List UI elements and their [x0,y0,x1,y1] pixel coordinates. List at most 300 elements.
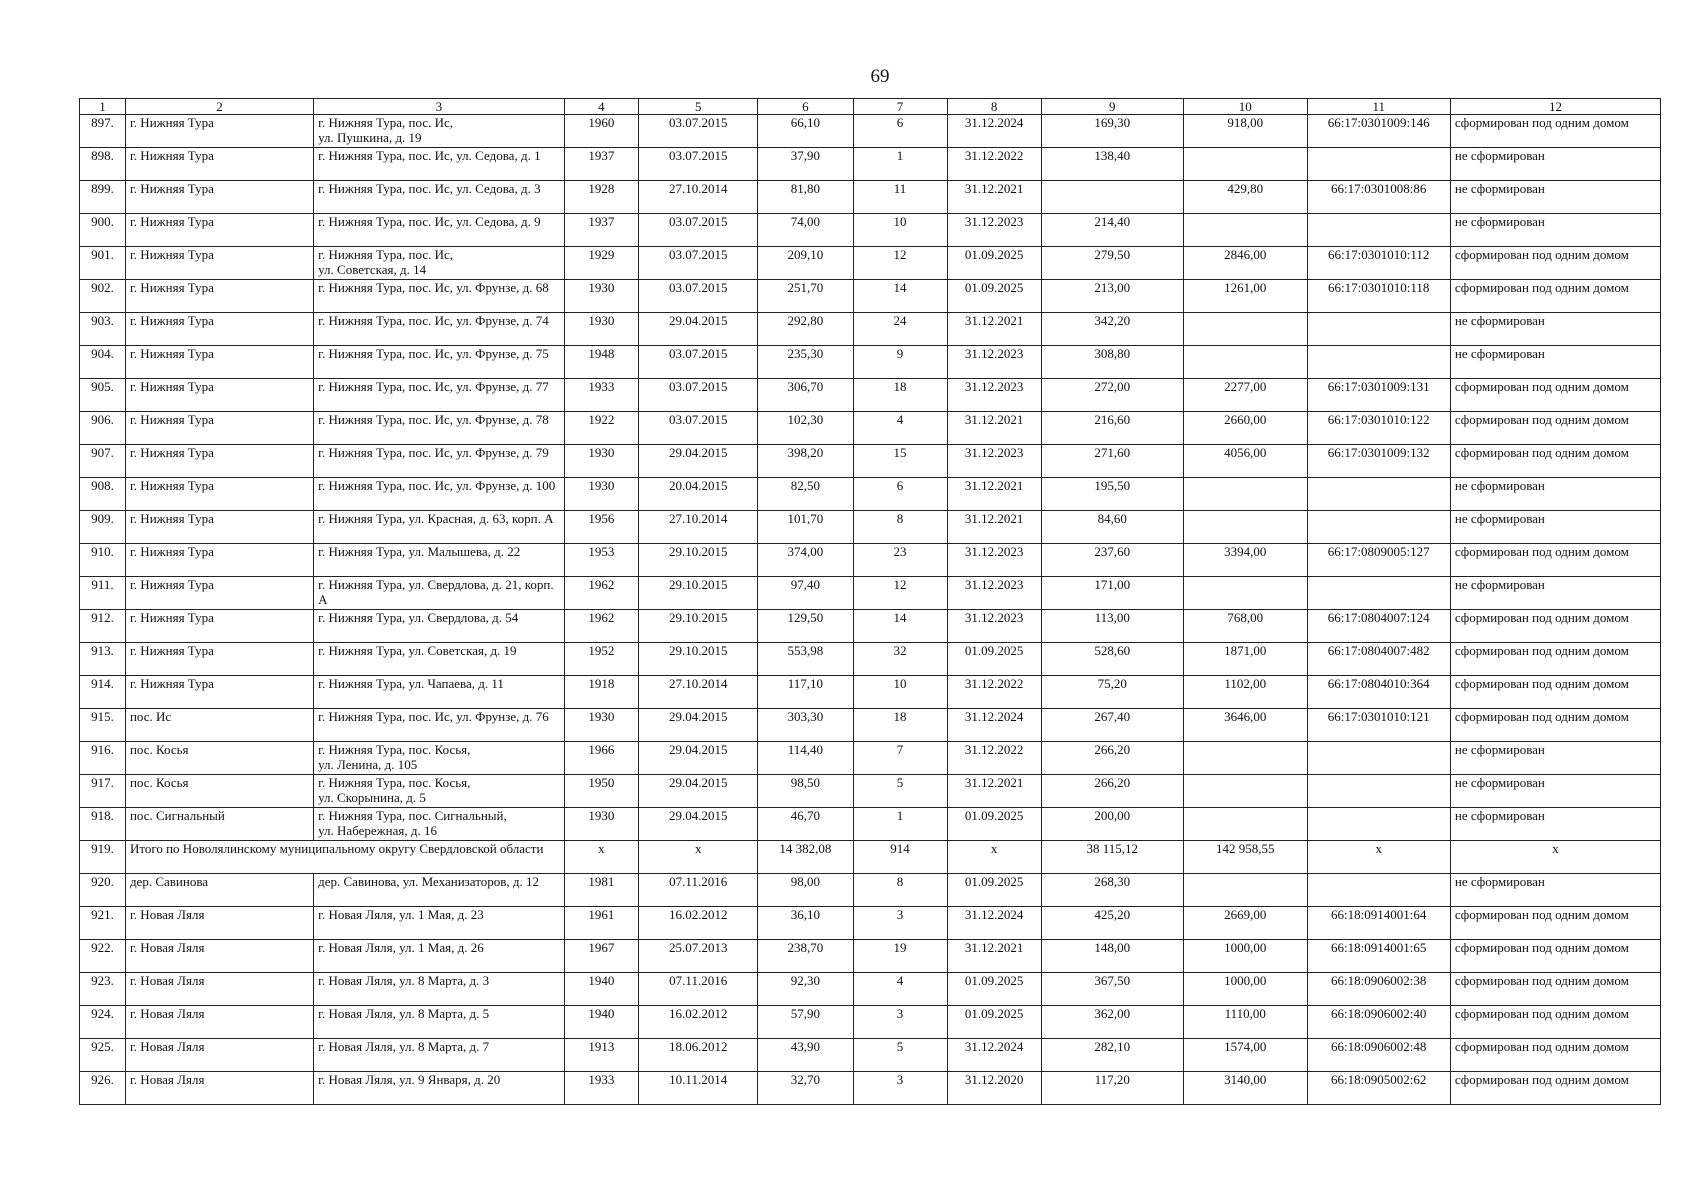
column-10-cell: 1871,00 [1183,643,1307,676]
column-10-cell [1183,313,1307,346]
column-10-cell: 4056,00 [1183,445,1307,478]
column-10-cell: 1261,00 [1183,280,1307,313]
column-10-cell: 3140,00 [1183,1072,1307,1105]
area-cell: 251,70 [758,280,853,313]
cadastral-number-cell [1307,214,1450,247]
inclusion-date-cell: 03.07.2015 [639,412,758,445]
cadastral-number-cell: 66:18:0906002:48 [1307,1039,1450,1072]
address-cell: г. Нижняя Тура, ул. Чапаева, д. 11 [314,676,565,709]
column-9-cell: 216,60 [1041,412,1183,445]
settlement-cell: г. Новая Ляля [125,940,313,973]
cadastral-number-cell: 66:17:0301010:112 [1307,247,1450,280]
land-status-cell: сформирован под одним домом [1450,1039,1660,1072]
row-number-cell: 926. [80,1072,126,1105]
land-status-cell: не сформирован [1450,874,1660,907]
column-9-cell: 213,00 [1041,280,1183,313]
row-number-cell: 905. [80,379,126,412]
inclusion-date-cell: 10.11.2014 [639,1072,758,1105]
deadline-cell: 01.09.2025 [947,1006,1041,1039]
row-number-cell: 906. [80,412,126,445]
column-10-cell [1183,742,1307,775]
residents-count-cell: 914 [853,841,947,874]
inclusion-date-cell: 25.07.2013 [639,940,758,973]
settlement-cell: г. Новая Ляля [125,973,313,1006]
settlement-cell: г. Нижняя Тура [125,214,313,247]
cadastral-number-cell [1307,511,1450,544]
cadastral-number-cell: 66:18:0906002:38 [1307,973,1450,1006]
row-number-cell: 921. [80,907,126,940]
residents-count-cell: 11 [853,181,947,214]
column-header-5: 5 [639,99,758,115]
settlement-cell: пос. Косья [125,742,313,775]
column-9-cell: 237,60 [1041,544,1183,577]
area-cell: 374,00 [758,544,853,577]
row-number-cell: 902. [80,280,126,313]
table-row [80,379,1661,412]
inclusion-date-cell: 03.07.2015 [639,214,758,247]
row-number-cell: 919. [80,841,126,874]
table-row [80,973,1661,1006]
address-cell: г. Нижняя Тура, пос. Ис, ул. Фрунзе, д. 100 [314,478,565,511]
inclusion-date-cell: 07.11.2016 [639,973,758,1006]
inclusion-date-cell: 03.07.2015 [639,346,758,379]
residents-count-cell: 24 [853,313,947,346]
address-cell: г. Новая Ляля, ул. 1 Мая, д. 26 [314,940,565,973]
residents-count-cell: 14 [853,280,947,313]
land-status-cell: х [1450,841,1660,874]
inclusion-date-cell: 03.07.2015 [639,247,758,280]
settlement-cell: г. Нижняя Тура [125,445,313,478]
residents-count-cell: 23 [853,544,947,577]
area-cell: 82,50 [758,478,853,511]
column-header-2: 2 [125,99,313,115]
column-10-cell: 1102,00 [1183,676,1307,709]
land-status-cell: сформирован под одним домом [1450,709,1660,742]
area-cell: 292,80 [758,313,853,346]
residents-count-cell: 12 [853,247,947,280]
land-status-cell: сформирован под одним домом [1450,445,1660,478]
area-cell: 235,30 [758,346,853,379]
settlement-cell: г. Новая Ляля [125,1072,313,1105]
settlement-cell: г. Нижняя Тура [125,643,313,676]
column-9-cell: 171,00 [1041,577,1183,610]
area-cell: 57,90 [758,1006,853,1039]
column-header-12: 12 [1450,99,1660,115]
table-row [80,1072,1661,1105]
cadastral-number-cell [1307,148,1450,181]
year-built-cell: 1960 [564,115,638,148]
address-cell: дер. Савинова, ул. Механизаторов, д. 12 [314,874,565,907]
cadastral-number-cell [1307,577,1450,610]
column-10-cell [1183,511,1307,544]
area-cell: 81,80 [758,181,853,214]
address-cell: г. Нижняя Тура, ул. Малышева, д. 22 [314,544,565,577]
land-status-cell: не сформирован [1450,478,1660,511]
year-built-cell: 1930 [564,445,638,478]
cadastral-number-cell: 66:17:0301010:122 [1307,412,1450,445]
address-cell: г. Нижняя Тура, пос. Сигнальный, ул. Набережная, д. 16 [314,808,565,841]
residents-count-cell: 4 [853,412,947,445]
cadastral-number-cell: 66:17:0301009:132 [1307,445,1450,478]
table-row [80,148,1661,181]
housing-registry-table [79,98,1661,1105]
area-cell: 209,10 [758,247,853,280]
settlement-cell: г. Нижняя Тура [125,181,313,214]
column-9-cell: 266,20 [1041,775,1183,808]
table-row [80,115,1661,148]
column-9-cell: 425,20 [1041,907,1183,940]
column-header-9: 9 [1041,99,1183,115]
address-cell: г. Нижняя Тура, пос. Ис, ул. Фрунзе, д. 79 [314,445,565,478]
table-row [80,1039,1661,1072]
row-number-cell: 925. [80,1039,126,1072]
settlement-cell: г. Нижняя Тура [125,247,313,280]
column-10-cell: 768,00 [1183,610,1307,643]
settlement-cell: дер. Савинова [125,874,313,907]
deadline-cell: 31.12.2021 [947,478,1041,511]
year-built-cell: 1962 [564,577,638,610]
inclusion-date-cell: 16.02.2012 [639,1006,758,1039]
deadline-cell: 31.12.2024 [947,907,1041,940]
row-number-cell: 909. [80,511,126,544]
inclusion-date-cell: 03.07.2015 [639,115,758,148]
row-number-cell: 907. [80,445,126,478]
column-10-cell: 429,80 [1183,181,1307,214]
row-number-cell: 897. [80,115,126,148]
area-cell: 101,70 [758,511,853,544]
row-number-cell: 898. [80,148,126,181]
settlement-cell: г. Нижняя Тура [125,577,313,610]
table-row [80,874,1661,907]
column-10-cell [1183,214,1307,247]
column-9-cell: 367,50 [1041,973,1183,1006]
area-cell: 14 382,08 [758,841,853,874]
settlement-cell: г. Нижняя Тура [125,544,313,577]
address-cell: г. Нижняя Тура, ул. Советская, д. 19 [314,643,565,676]
deadline-cell: 31.12.2023 [947,214,1041,247]
column-9-cell: 342,20 [1041,313,1183,346]
deadline-cell: 31.12.2021 [947,940,1041,973]
land-status-cell: сформирован под одним домом [1450,115,1660,148]
inclusion-date-cell: 29.04.2015 [639,445,758,478]
year-built-cell: 1930 [564,280,638,313]
deadline-cell: 31.12.2023 [947,610,1041,643]
land-status-cell: не сформирован [1450,346,1660,379]
column-10-cell: 918,00 [1183,115,1307,148]
column-10-cell: 3646,00 [1183,709,1307,742]
deadline-cell: 31.12.2023 [947,346,1041,379]
year-built-cell: 1948 [564,346,638,379]
land-status-cell: сформирован под одним домом [1450,973,1660,1006]
land-status-cell: не сформирован [1450,313,1660,346]
column-header-1: 1 [80,99,126,115]
address-cell: г. Нижняя Тура, пос. Ис, ул. Фрунзе, д. 75 [314,346,565,379]
settlement-cell: г. Нижняя Тура [125,478,313,511]
table-row [80,313,1661,346]
residents-count-cell: 19 [853,940,947,973]
inclusion-date-cell: 27.10.2014 [639,511,758,544]
area-cell: 43,90 [758,1039,853,1072]
deadline-cell: 01.09.2025 [947,808,1041,841]
column-10-cell [1183,346,1307,379]
settlement-cell: г. Нижняя Тура [125,610,313,643]
deadline-cell: 01.09.2025 [947,280,1041,313]
year-built-cell: 1933 [564,1072,638,1105]
column-10-cell: 2277,00 [1183,379,1307,412]
residents-count-cell: 10 [853,676,947,709]
column-10-cell: 2846,00 [1183,247,1307,280]
cadastral-number-cell [1307,808,1450,841]
deadline-cell: х [947,841,1041,874]
deadline-cell: 31.12.2020 [947,1072,1041,1105]
residents-count-cell: 3 [853,1072,947,1105]
cadastral-number-cell: 66:17:0301009:131 [1307,379,1450,412]
column-10-cell [1183,478,1307,511]
column-9-cell: 282,10 [1041,1039,1183,1072]
deadline-cell: 31.12.2023 [947,379,1041,412]
deadline-cell: 31.12.2022 [947,742,1041,775]
year-built-cell: 1933 [564,379,638,412]
column-9-cell: 200,00 [1041,808,1183,841]
column-9-cell: 308,80 [1041,346,1183,379]
residents-count-cell: 18 [853,379,947,412]
column-10-cell [1183,808,1307,841]
settlement-cell: г. Нижняя Тура [125,313,313,346]
land-status-cell: не сформирован [1450,775,1660,808]
area-cell: 97,40 [758,577,853,610]
residents-count-cell: 32 [853,643,947,676]
land-status-cell: не сформирован [1450,511,1660,544]
land-status-cell: сформирован под одним домом [1450,1072,1660,1105]
table-row [80,511,1661,544]
inclusion-date-cell: 03.07.2015 [639,379,758,412]
column-10-cell [1183,577,1307,610]
settlement-cell: г. Нижняя Тура [125,346,313,379]
year-built-cell: 1930 [564,478,638,511]
area-cell: 74,00 [758,214,853,247]
cadastral-number-cell: 66:18:0905002:62 [1307,1072,1450,1105]
cadastral-number-cell: 66:18:0914001:65 [1307,940,1450,973]
inclusion-date-cell: х [639,841,758,874]
row-number-cell: 920. [80,874,126,907]
row-number-cell: 904. [80,346,126,379]
area-cell: 553,98 [758,643,853,676]
area-cell: 32,70 [758,1072,853,1105]
row-number-cell: 910. [80,544,126,577]
cadastral-number-cell [1307,775,1450,808]
inclusion-date-cell: 29.10.2015 [639,610,758,643]
land-status-cell: сформирован под одним домом [1450,379,1660,412]
table-row [80,181,1661,214]
address-cell: г. Нижняя Тура, пос. Косья, ул. Ленина, д. 105 [314,742,565,775]
land-status-cell: не сформирован [1450,181,1660,214]
settlement-cell: г. Нижняя Тура [125,676,313,709]
column-10-cell: 1574,00 [1183,1039,1307,1072]
area-cell: 117,10 [758,676,853,709]
area-cell: 102,30 [758,412,853,445]
year-built-cell: 1940 [564,1006,638,1039]
inclusion-date-cell: 29.10.2015 [639,643,758,676]
column-10-cell: 1000,00 [1183,973,1307,1006]
table-row [80,214,1661,247]
table-row [80,940,1661,973]
column-10-cell [1183,874,1307,907]
column-9-cell: 195,50 [1041,478,1183,511]
residents-count-cell: 3 [853,907,947,940]
address-cell: г. Нижняя Тура, пос. Ис, ул. Седова, д. 3 [314,181,565,214]
year-built-cell: 1952 [564,643,638,676]
year-built-cell: 1930 [564,808,638,841]
row-number-cell: 899. [80,181,126,214]
deadline-cell: 01.09.2025 [947,643,1041,676]
inclusion-date-cell: 29.04.2015 [639,313,758,346]
deadline-cell: 31.12.2024 [947,115,1041,148]
settlement-cell: пос. Ис [125,709,313,742]
total-row [80,841,1661,874]
cadastral-number-cell: 66:17:0804007:482 [1307,643,1450,676]
year-built-cell: 1956 [564,511,638,544]
residents-count-cell: 8 [853,511,947,544]
cadastral-number-cell [1307,346,1450,379]
residents-count-cell: 7 [853,742,947,775]
residents-count-cell: 8 [853,874,947,907]
table-row [80,544,1661,577]
land-status-cell: сформирован под одним домом [1450,643,1660,676]
row-number-cell: 916. [80,742,126,775]
year-built-cell: 1918 [564,676,638,709]
residents-count-cell: 15 [853,445,947,478]
deadline-cell: 31.12.2021 [947,181,1041,214]
deadline-cell: 31.12.2024 [947,1039,1041,1072]
address-cell: г. Нижняя Тура, пос. Ис, ул. Седова, д. 1 [314,148,565,181]
inclusion-date-cell: 29.10.2015 [639,544,758,577]
address-cell: г. Нижняя Тура, пос. Косья, ул. Скорынина, д. 5 [314,775,565,808]
column-header-10: 10 [1183,99,1307,115]
table-row [80,280,1661,313]
table-row [80,445,1661,478]
table-row [80,577,1661,610]
inclusion-date-cell: 27.10.2014 [639,181,758,214]
row-number-cell: 903. [80,313,126,346]
year-built-cell: 1940 [564,973,638,1006]
table-row [80,610,1661,643]
year-built-cell: 1981 [564,874,638,907]
table-row [80,676,1661,709]
inclusion-date-cell: 03.07.2015 [639,280,758,313]
deadline-cell: 01.09.2025 [947,247,1041,280]
land-status-cell: сформирован под одним домом [1450,1006,1660,1039]
year-built-cell: 1967 [564,940,638,973]
column-10-cell: 142 958,55 [1183,841,1307,874]
cadastral-number-cell: 66:18:0906002:40 [1307,1006,1450,1039]
settlement-cell: г. Новая Ляля [125,1039,313,1072]
row-number-cell: 918. [80,808,126,841]
column-10-cell: 2660,00 [1183,412,1307,445]
column-number-header-row [80,99,1661,115]
settlement-cell: пос. Сигнальный [125,808,313,841]
table-row [80,1006,1661,1039]
settlement-cell: г. Нижняя Тура [125,148,313,181]
row-number-cell: 914. [80,676,126,709]
column-header-11: 11 [1307,99,1450,115]
residents-count-cell: 1 [853,808,947,841]
column-9-cell: 271,60 [1041,445,1183,478]
area-cell: 303,30 [758,709,853,742]
table-row [80,907,1661,940]
address-cell: г. Нижняя Тура, ул. Свердлова, д. 54 [314,610,565,643]
year-built-cell: 1937 [564,148,638,181]
table-row [80,808,1661,841]
deadline-cell: 31.12.2021 [947,775,1041,808]
column-9-cell: 138,40 [1041,148,1183,181]
column-header-3: 3 [314,99,565,115]
row-number-cell: 908. [80,478,126,511]
land-status-cell: сформирован под одним домом [1450,280,1660,313]
row-number-cell: 901. [80,247,126,280]
residents-count-cell: 6 [853,115,947,148]
table-row [80,412,1661,445]
residents-count-cell: 4 [853,973,947,1006]
row-number-cell: 922. [80,940,126,973]
area-cell: 398,20 [758,445,853,478]
year-built-cell: х [564,841,638,874]
column-9-cell: 266,20 [1041,742,1183,775]
column-9-cell: 362,00 [1041,1006,1183,1039]
land-status-cell: сформирован под одним домом [1450,676,1660,709]
inclusion-date-cell: 03.07.2015 [639,148,758,181]
address-cell: г. Нижняя Тура, пос. Ис, ул. Советская, д. 14 [314,247,565,280]
deadline-cell: 31.12.2023 [947,577,1041,610]
cadastral-number-cell [1307,874,1450,907]
row-number-cell: 900. [80,214,126,247]
column-10-cell [1183,775,1307,808]
area-cell: 92,30 [758,973,853,1006]
year-built-cell: 1950 [564,775,638,808]
row-number-cell: 911. [80,577,126,610]
cadastral-number-cell [1307,478,1450,511]
deadline-cell: 31.12.2024 [947,709,1041,742]
column-9-cell: 272,00 [1041,379,1183,412]
deadline-cell: 31.12.2023 [947,544,1041,577]
year-built-cell: 1962 [564,610,638,643]
address-cell: г. Нижняя Тура, пос. Ис, ул. Фрунзе, д. 77 [314,379,565,412]
cadastral-number-cell: 66:17:0301008:86 [1307,181,1450,214]
inclusion-date-cell: 29.04.2015 [639,709,758,742]
column-10-cell: 2669,00 [1183,907,1307,940]
area-cell: 37,90 [758,148,853,181]
column-header-8: 8 [947,99,1041,115]
area-cell: 66,10 [758,115,853,148]
column-10-cell: 3394,00 [1183,544,1307,577]
table-row [80,643,1661,676]
inclusion-date-cell: 29.04.2015 [639,808,758,841]
column-9-cell: 148,00 [1041,940,1183,973]
address-cell: г. Новая Ляля, ул. 9 Января, д. 20 [314,1072,565,1105]
area-cell: 98,00 [758,874,853,907]
settlement-cell: г. Нижняя Тура [125,379,313,412]
table-row [80,478,1661,511]
year-built-cell: 1937 [564,214,638,247]
row-number-cell: 913. [80,643,126,676]
table-row [80,247,1661,280]
column-9-cell: 214,40 [1041,214,1183,247]
row-number-cell: 923. [80,973,126,1006]
address-cell: г. Нижняя Тура, пос. Ис, ул. Фрунзе, д. 74 [314,313,565,346]
area-cell: 46,70 [758,808,853,841]
cadastral-number-cell: 66:17:0301010:121 [1307,709,1450,742]
inclusion-date-cell: 18.06.2012 [639,1039,758,1072]
settlement-cell: г. Новая Ляля [125,1006,313,1039]
